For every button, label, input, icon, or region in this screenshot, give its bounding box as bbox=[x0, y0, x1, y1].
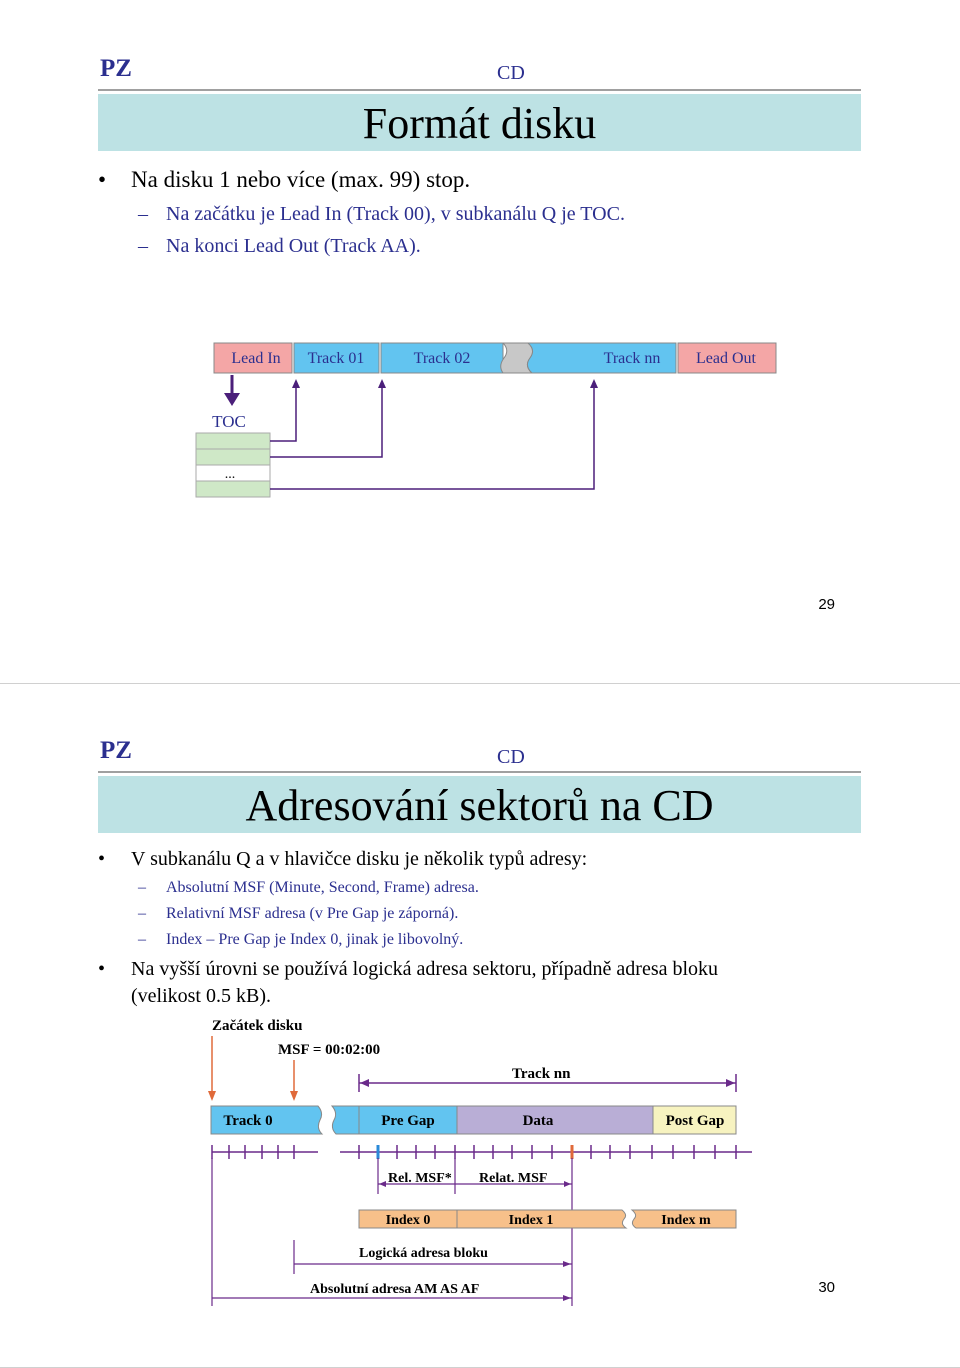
logo: PZ bbox=[100, 55, 132, 82]
index1-label: Index 1 bbox=[508, 1213, 554, 1228]
bullet-text: Na vyšší úrovni se používá logická adresa sektoru, případně adresa bloku bbox=[131, 958, 719, 980]
subbullet-text: Index – Pre Gap je Index 0, jinak je libovolný. bbox=[166, 931, 464, 948]
absolute-label: Absolutní adresa AM AS AF bbox=[310, 1282, 480, 1297]
pointer-track02-head bbox=[378, 379, 386, 388]
slide-30 bbox=[0, 684, 960, 1368]
tracknn-span-head-left bbox=[360, 1079, 369, 1087]
track0-label: Track 0 bbox=[223, 1113, 273, 1129]
toc-ellipsis: ... bbox=[224, 467, 236, 482]
logical-span-head bbox=[563, 1261, 571, 1267]
dash-icon: – bbox=[138, 879, 146, 896]
pointer-track02 bbox=[270, 387, 382, 457]
relmsf-neg-label: Rel. MSF* bbox=[388, 1171, 452, 1186]
logical-label: Logická adresa bloku bbox=[359, 1246, 488, 1261]
dash-icon: – bbox=[138, 931, 146, 948]
sector-addressing-diagram bbox=[0, 684, 960, 1367]
postgap-label: Post Gap bbox=[665, 1113, 725, 1129]
toc-row bbox=[196, 433, 270, 449]
tracknn-label: Track nn bbox=[512, 1066, 571, 1082]
lead-in-label: Lead In bbox=[231, 350, 281, 367]
indexm-label: Index m bbox=[661, 1213, 711, 1228]
track-partial-block bbox=[332, 1106, 359, 1134]
relmsf-neg-head bbox=[379, 1181, 386, 1187]
subbullet-text: Relativní MSF adresa (v Pre Gap je záporná). bbox=[166, 905, 459, 922]
pregap-label: Pre Gap bbox=[381, 1113, 435, 1129]
subbullet-text: Absolutní MSF (Minute, Second, Frame) adresa. bbox=[166, 879, 479, 896]
start-arrow-head bbox=[208, 1091, 216, 1101]
absolute-span-head bbox=[563, 1295, 571, 1301]
slide-title: Formát disku bbox=[98, 94, 861, 151]
section-label: CD bbox=[497, 62, 525, 84]
msf-label: MSF = 00:02:00 bbox=[278, 1042, 381, 1058]
toc-arrow-head bbox=[224, 393, 240, 406]
relmsf-head bbox=[564, 1181, 571, 1187]
page-number: 30 bbox=[818, 1279, 835, 1296]
toc-row bbox=[196, 449, 270, 465]
toc-row bbox=[196, 481, 270, 497]
tracknn-span-head-right bbox=[726, 1079, 735, 1087]
data-block bbox=[457, 1106, 653, 1134]
bullet-icon: • bbox=[98, 958, 106, 980]
pointer-track01 bbox=[270, 387, 296, 441]
pointer-tracknn-head bbox=[590, 379, 598, 388]
section-label: CD bbox=[497, 746, 525, 768]
bullet-text: Na disku 1 nebo více (max. 99) stop. bbox=[131, 167, 471, 192]
pointer-tracknn bbox=[270, 387, 594, 489]
subbullet-text: Na začátku je Lead In (Track 00), v subkanálu Q je TOC. bbox=[166, 203, 625, 225]
bullet-icon: • bbox=[98, 848, 106, 870]
subbullet-text: Na konci Lead Out (Track AA). bbox=[166, 235, 421, 257]
bullet-icon: • bbox=[98, 167, 107, 192]
relmsf-label: Relat. MSF bbox=[479, 1171, 548, 1186]
slide-title: Adresování sektorů na CD bbox=[98, 776, 861, 833]
bullet-text-continued: (velikost 0.5 kB). bbox=[131, 985, 271, 1007]
track01-label: Track 01 bbox=[307, 350, 365, 367]
bullet-text: V subkanálu Q a v hlavičce disku je několik typů adresy: bbox=[131, 848, 588, 870]
dash-icon: – bbox=[138, 235, 148, 257]
msf-arrow-head bbox=[290, 1091, 298, 1101]
logo: PZ bbox=[100, 737, 132, 764]
start-label: Začátek disku bbox=[212, 1018, 303, 1034]
toc-label: TOC bbox=[212, 412, 246, 431]
disc-format-diagram bbox=[0, 0, 960, 683]
dash-icon: – bbox=[138, 203, 148, 225]
index0-label: Index 0 bbox=[385, 1213, 431, 1228]
tracknn-label: Track nn bbox=[603, 350, 661, 367]
pointer-track01-head bbox=[292, 379, 300, 388]
dash-icon: – bbox=[138, 905, 146, 922]
data-label: Data bbox=[522, 1113, 554, 1129]
track02-label: Track 02 bbox=[413, 350, 471, 367]
lead-out-label: Lead Out bbox=[696, 350, 756, 367]
axis-break bbox=[318, 1144, 340, 1160]
page-number: 29 bbox=[818, 596, 835, 613]
